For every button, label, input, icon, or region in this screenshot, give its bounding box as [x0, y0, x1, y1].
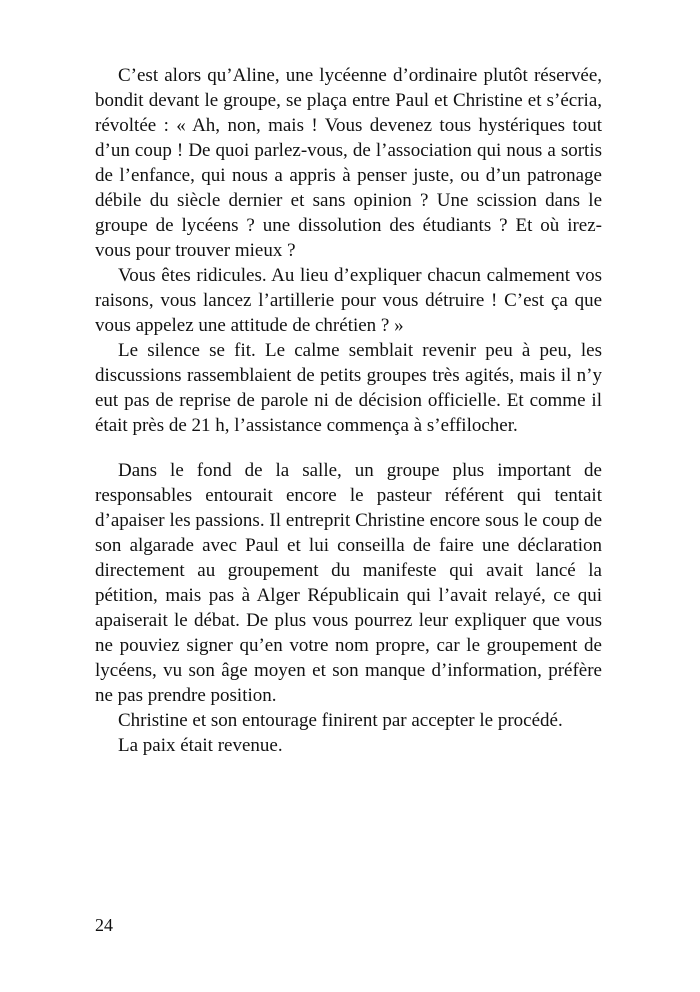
text-section-2 [95, 458, 602, 758]
text-section-1 [95, 63, 602, 438]
paragraph: Le silence se fit. Le calme semblait revenir peu à peu, les discussions rassemblaient de petits groupes très agités, mais il n’y eut pas de reprise de parole ni de décision officielle. Et comme il était près de 21 h, l’assistance commença à s’effilocher. [95, 340, 602, 436]
paragraph: Christine et son entourage finirent par accepter le procédé. [118, 710, 563, 731]
paragraph: C’est alors qu’Aline, une lycéenne d’ordinaire plutôt réservée, bondit devant le groupe, se plaça entre Paul et Christine et s’écria, révoltée : « Ah, non, mais ! Vous devenez tous hystériques tout d’un coup ! De quoi parlez-vous, de l’association qui nous a sortis de l’enfance, qui nous a appris à penser juste, ou d’un patronage débile du siècle dernier et sans opinion ? Une scission dans le groupe de lycéens ? une dissolution des étudiants ? Et où irez-vous pour trouver mieux ? [95, 65, 602, 261]
page-number: 24 [95, 915, 113, 935]
paragraph: La paix était revenue. [118, 735, 283, 756]
paragraph: Vous êtes ridicules. Au lieu d’expliquer chacun calmement vos raisons, vous lancez l’artillerie pour vous détruire ! C’est ça que vous appelez une attitude de chrétien ? » [95, 265, 602, 336]
paragraph: Dans le fond de la salle, un groupe plus important de responsables entourait encore le pasteur référent qui tentait d’apaiser les passions. Il entreprit Christine encore sous le coup de son algarade avec Paul et lui conseilla de faire une déclaration directement au groupement du manifeste qui avait lancé la pétition, mais pas à Alger Républicain qui l’avait relayé, ce qui apaiserait le débat. De plus vous pourrez leur expliquer que vous ne pouviez signer qu’en votre nom propre, car le groupement de lycéens, vu son âge moyen et son manque d’information, préfère ne pas prendre position. [95, 460, 602, 706]
